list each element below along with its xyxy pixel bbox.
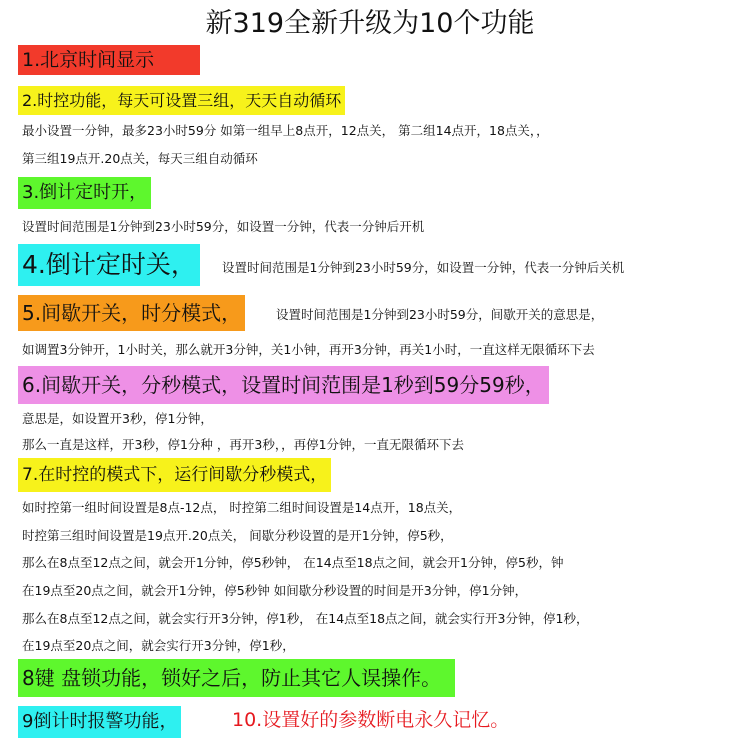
feature-4-note: 设置时间范围是1分钟到23小时59分，如设置一分钟，代表一分钟后关机 [222,260,625,275]
feature-5-heading: 5.间歇开关，时分模式， [18,295,245,331]
feature-7-line-2: 时控第三组时间设置是19点开.20点关， 间歇分秒设置的是开1分钟，停5秒， [22,528,453,543]
feature-1-heading: 1.北京时间显示 [18,45,200,75]
feature-5-line-1: 如调置3分钟开，1小时关，那么就开3分钟，关1小钟，再开3分钟，再关1小时，一直这样无限循环下去 [22,342,595,357]
feature-4-heading: 4.倒计定时关， [18,244,200,286]
feature-7-line-6: 在19点至20点之间，就会实行开3分钟，停1秒， [22,638,295,653]
feature-9-heading: 9倒计时报警功能， [18,706,181,738]
feature-2-line-2: 第三组19点开.20点关，每天三组自动循环 [22,151,258,166]
feature-7-line-3: 那么在8点至12点之间，就会开1分钟，停5秒钟， 在14点至18点之间，就会开1分钟，停5秒，钟 [22,555,564,570]
feature-5-note: 设置时间范围是1分钟到23小时59分，间歇开关的意思是， [276,307,604,322]
feature-6-line-1: 意思是，如设置开3秒，停1分钟， [22,411,213,426]
feature-3-heading: 3.倒计定时开， [18,177,151,209]
feature-7-line-1: 如时控第一组时间设置是8点-12点， 时控第二组时间设置是14点开，18点关， [22,500,462,515]
feature-2-heading: 2.时控功能，每天可设置三组，天天自动循环 [18,86,345,115]
page-title: 新319全新升级为10个功能 [205,8,535,39]
feature-6-line-2: 那么一直是这样，开3秒，停1分种 ，再开3秒，，再停1分钟，一直无限循环下去 [22,437,465,452]
feature-7-heading: 7.在时控的模式下，运行间歇分秒模式， [18,458,331,492]
feature-10-text: 10.设置好的参数断电永久记忆。 [232,709,510,731]
feature-2-line-1: 最小设置一分钟，最多23小时59分 如第一组早上8点开，12点关， 第二组14点开，18点关，， [22,123,549,138]
feature-8-heading: 8键 盘锁功能，锁好之后，防止其它人误操作。 [18,659,455,697]
feature-6-heading: 6.间歇开关，分秒模式，设置时间范围是1秒到59分59秒， [18,366,549,404]
feature-3-line-1: 设置时间范围是1分钟到23小时59分，如设置一分钟，代表一分钟后开机 [22,219,425,234]
feature-7-line-5: 那么在8点至12点之间，就会实行开3分钟，停1秒， 在14点至18点之间，就会实行开3分钟，停1秒， [22,611,589,626]
feature-7-line-4: 在19点至20点之间，就会开1分钟，停5秒钟 如间歇分秒设置的时间是开3分钟，停1分钟， [22,583,528,598]
